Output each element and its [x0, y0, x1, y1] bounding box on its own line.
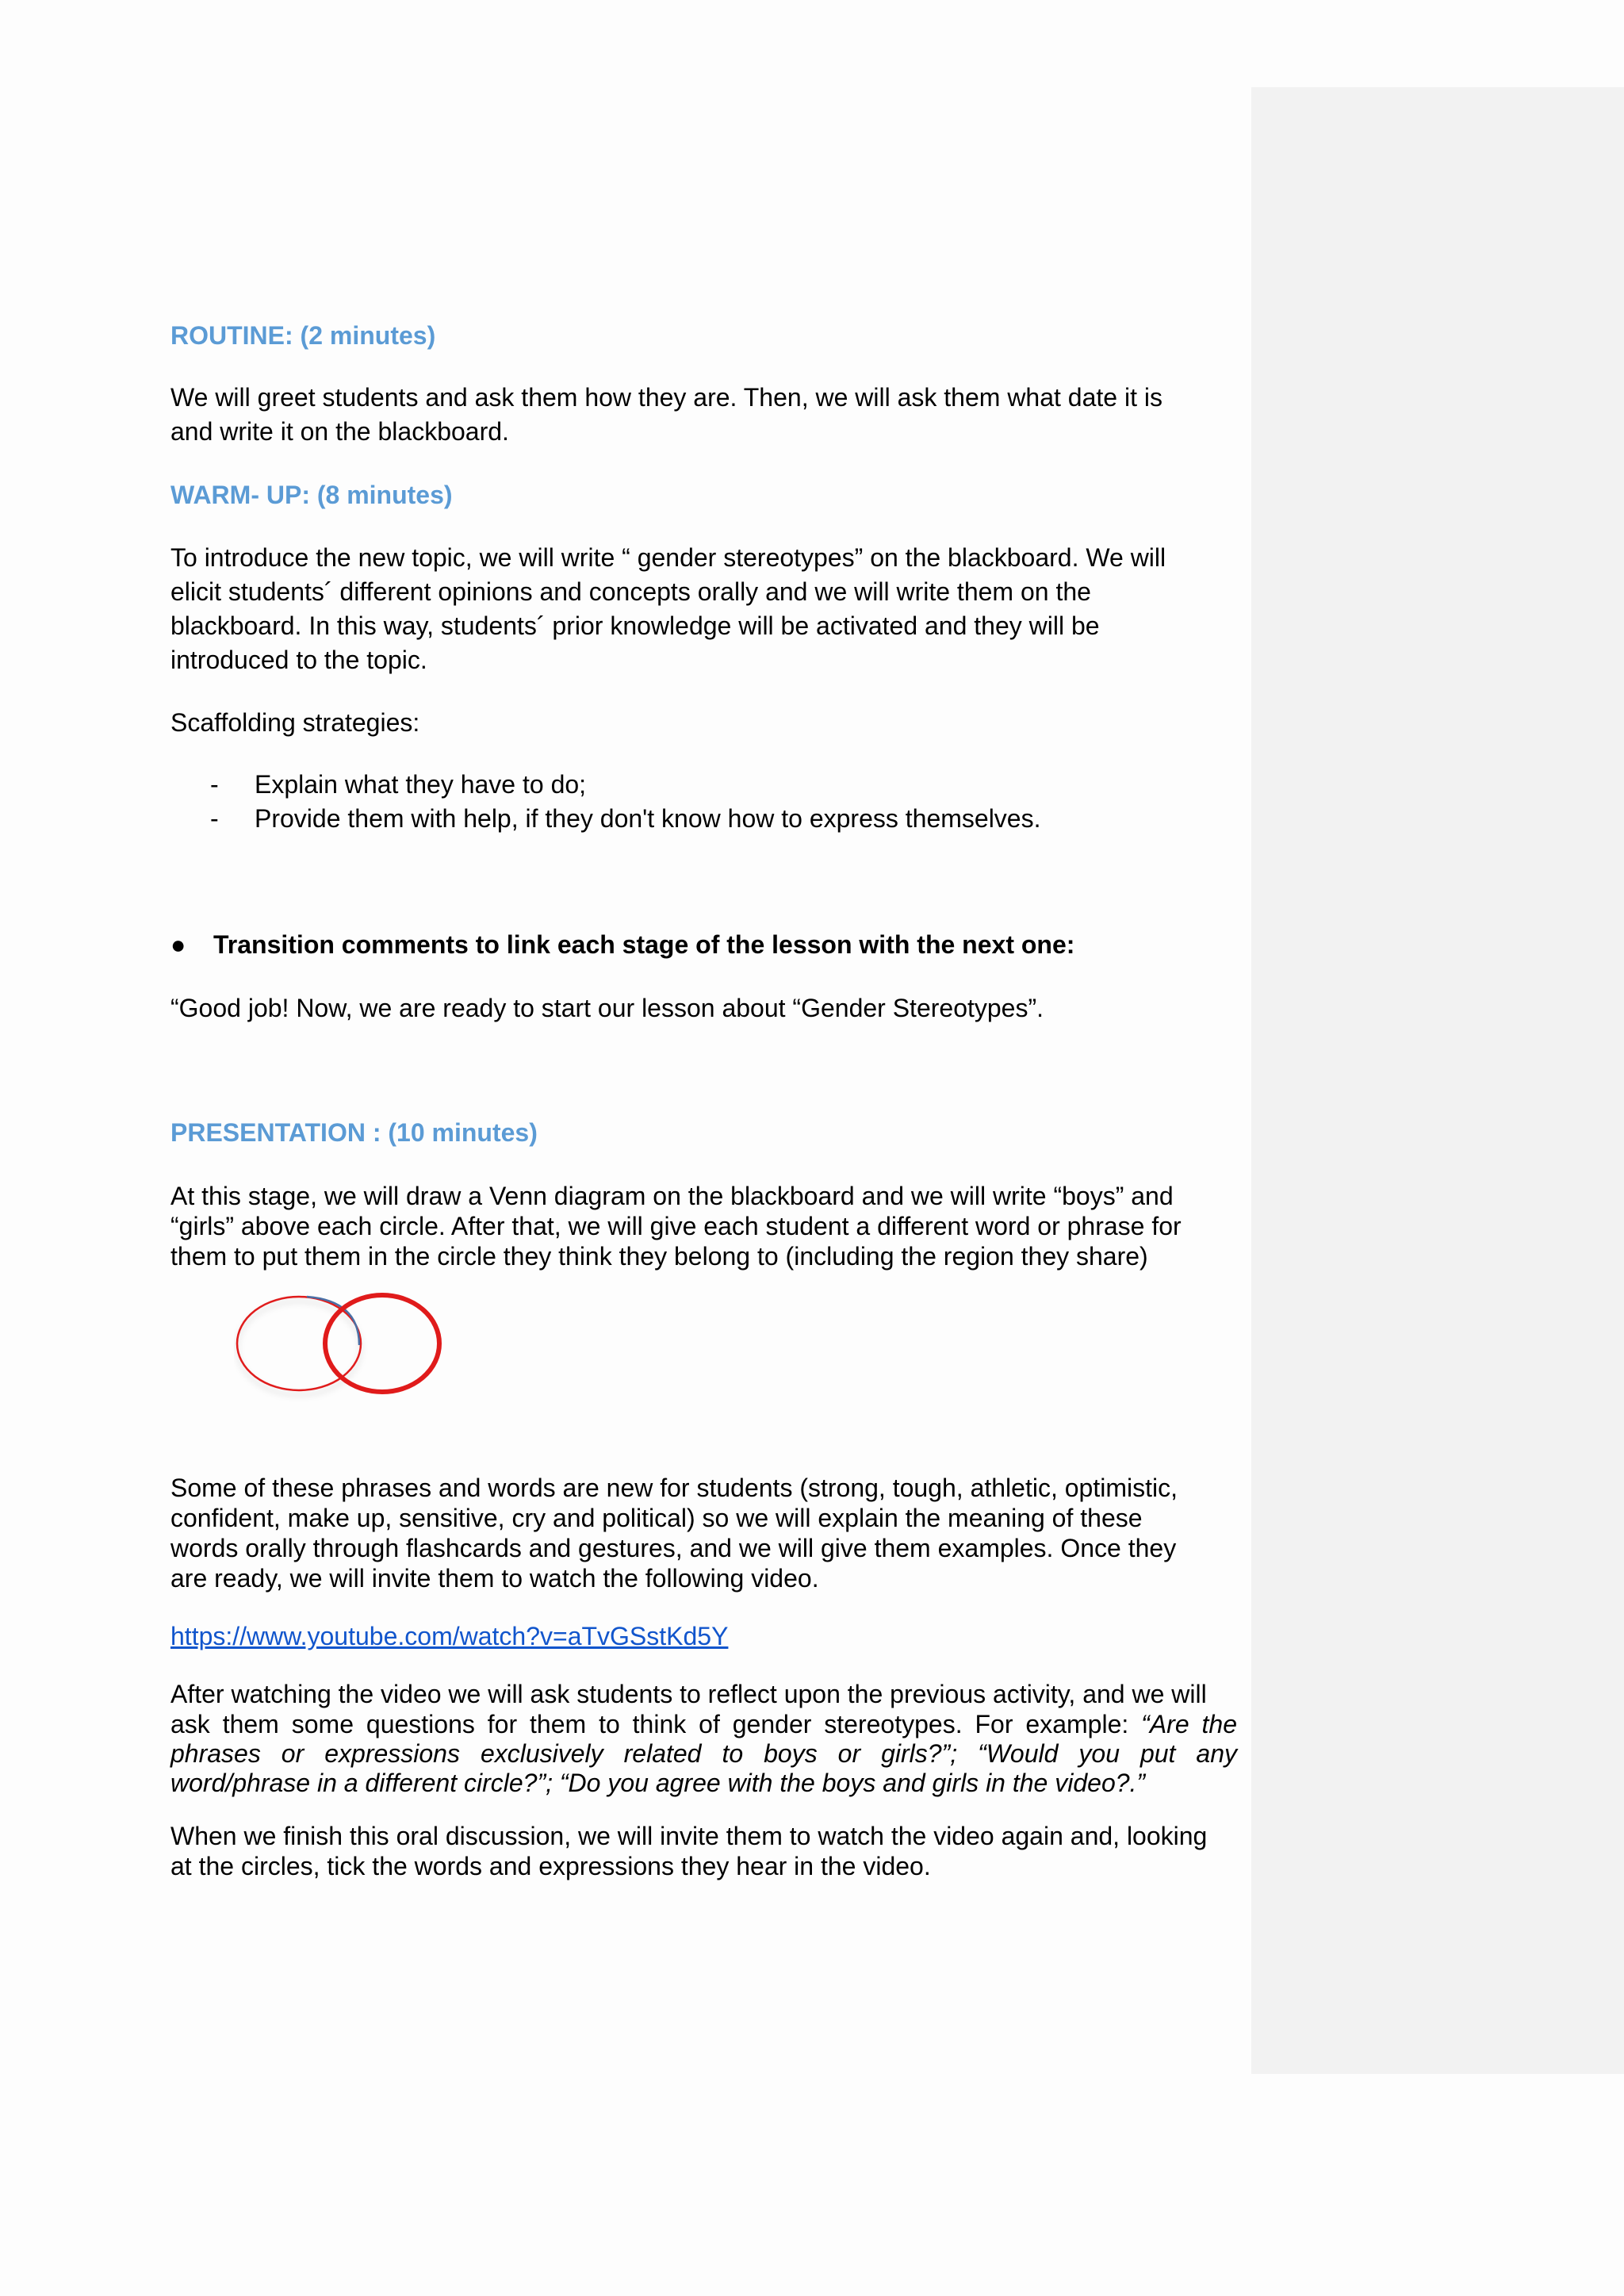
- reflect-text-italic: “Are the: [1141, 1710, 1238, 1738]
- vocab-text-line: words orally through flashcards and gestures, and we will give them examples. Once they: [170, 1534, 1177, 1562]
- routine-text-line: and write it on the blackboard.: [170, 417, 509, 446]
- reflect-text-line: [170, 1738, 1237, 1769]
- video-link[interactable]: https://www.youtube.com/watch?v=aTvGSstKd5Y: [170, 1622, 729, 1650]
- warmup-text-line: blackboard. In this way, students´ prior knowledge will be activated and they will be: [170, 611, 1100, 640]
- presentation-text-line: them to put them in the circle they think they belong to (including the region they share): [170, 1242, 1148, 1271]
- warmup-text-line: To introduce the new topic, we will write “ gender stereotypes” on the blackboard. We will: [170, 543, 1166, 572]
- vocab-text-line: are ready, we will invite them to watch the following video.: [170, 1564, 819, 1593]
- reflect-text-line: [170, 1768, 1237, 1798]
- presentation-text-line: At this stage, we will draw a Venn diagram on the blackboard and we will write “boys” and: [170, 1182, 1174, 1210]
- list-item: [210, 802, 1040, 836]
- list-item-text: Explain what they have to do;: [255, 770, 587, 799]
- warmup-text-line: introduced to the topic.: [170, 646, 427, 674]
- scaffolding-label: Scaffolding strategies:: [170, 708, 420, 737]
- reflect-text-italic: word/phrase in a different circle?”; “Do you agree with the boys and girls in the video?.”: [170, 1769, 1146, 1797]
- routine-text-line: We will greet students and ask them how they are. Then, we will ask them what date it is: [170, 383, 1162, 412]
- reflect-text-line: After watching the video we will ask students to reflect upon the previous activity, and we will: [170, 1680, 1207, 1708]
- list-item: [210, 768, 586, 802]
- list-item-text: Provide them with help, if they don't know how to express themselves.: [255, 804, 1041, 833]
- vocab-text-line: Some of these phrases and words are new for students (strong, tough, athletic, optimistic,: [170, 1474, 1178, 1502]
- video-link-line: [170, 1621, 1237, 1651]
- bullet-icon: ●: [170, 930, 186, 959]
- routine-heading: ROUTINE: (2 minutes): [170, 321, 436, 350]
- final-text-line: When we finish this oral discussion, we will invite them to watch the video again and, looking: [170, 1822, 1208, 1850]
- final-text-line: at the circles, tick the words and expressions they hear in the video.: [170, 1852, 931, 1880]
- transition-heading: [170, 928, 1074, 962]
- list-dash: -: [210, 804, 219, 833]
- transition-quote: “Good job! Now, we are ready to start our lesson about “Gender Stereotypes”.: [170, 994, 1044, 1022]
- reflect-text-italic: phrases or expressions exclusively related to boys or girls?”; “Would you put any: [170, 1739, 1237, 1768]
- venn-diagram: [234, 1283, 448, 1402]
- reflect-text-plain: ask them some questions for them to think of gender stereotypes. For example:: [170, 1710, 1142, 1738]
- reflect-text-line: [170, 1709, 1237, 1739]
- presentation-heading: PRESENTATION : (10 minutes): [170, 1118, 538, 1147]
- transition-heading-text: Transition comments to link each stage of the lesson with the next one:: [213, 930, 1075, 959]
- presentation-text-line: “girls” above each circle. After that, we will give each student a different word or phrase for: [170, 1212, 1182, 1240]
- warmup-heading: WARM- UP: (8 minutes): [170, 481, 453, 509]
- vocab-text-line: confident, make up, sensitive, cry and political) so we will explain the meaning of these: [170, 1504, 1143, 1532]
- comment-margin-pane: [1251, 87, 1624, 2074]
- warmup-text-line: elicit students´ different opinions and concepts orally and we will write them on the: [170, 577, 1091, 606]
- list-dash: -: [210, 770, 219, 799]
- venn-circle-right: [325, 1295, 439, 1392]
